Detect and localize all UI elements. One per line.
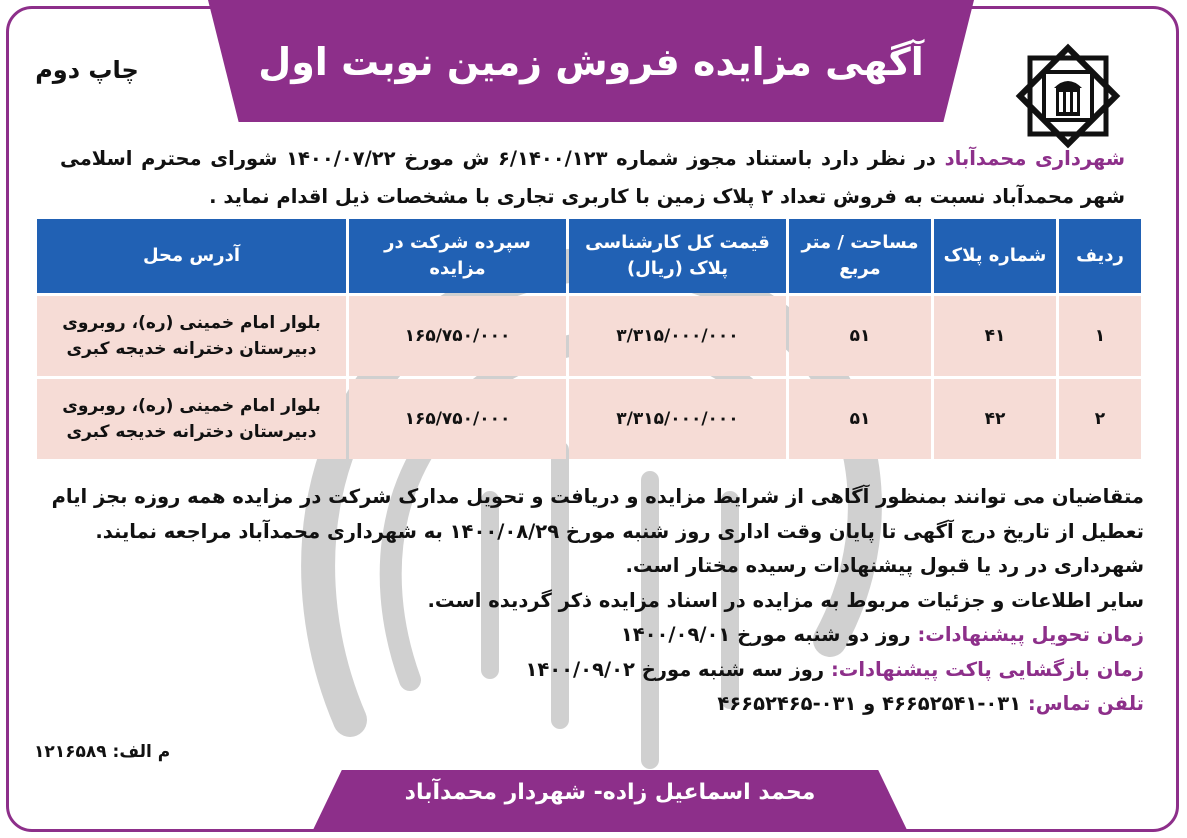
cell-address: بلوار امام خمینی (ره)، روبروی دبیرستان دخترانه خدیجه کبری <box>37 379 346 459</box>
municipality-logo-icon <box>1012 40 1124 152</box>
edition-label: چاپ دوم <box>35 56 139 84</box>
submit-time-label: زمان تحویل پیشنهادات: <box>917 623 1144 646</box>
footer-signature: محمد اسماعیل زاده- شهردار محمدآباد <box>404 780 816 805</box>
col-plate: شماره پلاک <box>934 219 1056 293</box>
table-header-row <box>37 219 1141 293</box>
cell-deposit: ۱۶۵/۷۵۰/۰۰۰ <box>349 296 566 376</box>
cell-area: ۵۱ <box>789 379 931 459</box>
phone-label: تلفن تماس: <box>1027 692 1144 715</box>
org-name: شهرداری محمدآباد <box>944 147 1126 170</box>
open-time-value: روز سه شنبه مورخ ۱۴۰۰/۰۹/۰۲ <box>525 657 825 681</box>
phone-value: ۰۳۱-۴۶۶۵۲۵۴۱ و ۰۳۱-۴۶۶۵۲۴۶۵ <box>717 692 1022 715</box>
submit-time-line <box>34 618 1144 653</box>
table-row <box>37 379 1141 459</box>
body-paragraph-details: سایر اطلاعات و جزئیات مربوط به مزایده در اسناد مزایده ذکر گردیده است. <box>427 588 1144 612</box>
submit-time-value: روز دو شنبه مورخ ۱۴۰۰/۰۹/۰۱ <box>620 623 911 646</box>
cell-plate: ۴۱ <box>934 296 1056 376</box>
phone-line <box>34 687 1144 722</box>
cell-row: ۲ <box>1059 379 1141 459</box>
cell-address: بلوار امام خمینی (ره)، روبروی دبیرستان دخترانه خدیجه کبری <box>37 296 346 376</box>
col-area: مساحت / متر مربع <box>789 219 931 293</box>
intro-paragraph <box>60 140 1125 216</box>
page-title: آگهی مزایده فروش زمین نوبت اول <box>258 40 924 84</box>
cell-deposit: ۱۶۵/۷۵۰/۰۰۰ <box>349 379 566 459</box>
intro-text: در نظر دارد باستناد مجوز شماره ۶/۱۴۰۰/۱۲۳ ش مورخ ۱۴۰۰/۰۷/۲۲ شورای محترم اسلامی شهر محمدآباد نسبت به فروش تعداد ۲ پلاک زمین با کاربری تجاری با مشخصات ذیل اقدام نماید . <box>60 147 1125 208</box>
notice-body <box>34 480 1144 722</box>
cell-price: ۳/۳۱۵/۰۰۰/۰۰۰ <box>569 379 786 459</box>
cell-row: ۱ <box>1059 296 1141 376</box>
col-address: آدرس محل <box>37 219 346 293</box>
auction-table <box>34 216 1144 462</box>
col-row: ردیف <box>1059 219 1141 293</box>
table-row <box>37 296 1141 376</box>
open-time-label: زمان بازگشایی پاکت پیشنهادات: <box>830 657 1144 681</box>
col-price: قیمت کل کارشناسی پلاک (ریال) <box>569 219 786 293</box>
cell-price: ۳/۳۱۵/۰۰۰/۰۰۰ <box>569 296 786 376</box>
open-time-line <box>34 653 1144 688</box>
cell-area: ۵۱ <box>789 296 931 376</box>
body-paragraph-rights: شهرداری در رد یا قبول پیشنهادات رسیده مختار است. <box>625 554 1144 577</box>
cell-plate: ۴۲ <box>934 379 1056 459</box>
reference-number: م الف: ۱۲۱۶۵۸۹ <box>34 742 171 762</box>
body-paragraph-applicants: متقاضیان می توانند بمنظور آگاهی از شرایط مزایده و دریافت و تحویل مدارک شرکت در مزایده همه روزه بجز ایام تعطیل از تاریخ درج آگهی تا پایان وقت اداری روز شنبه مورخ ۱۴۰۰/۰۸/۲۹ به شهرداری محمدآباد مراجعه نمایند. <box>51 485 1144 543</box>
col-deposit: سپرده شرکت در مزایده <box>349 219 566 293</box>
